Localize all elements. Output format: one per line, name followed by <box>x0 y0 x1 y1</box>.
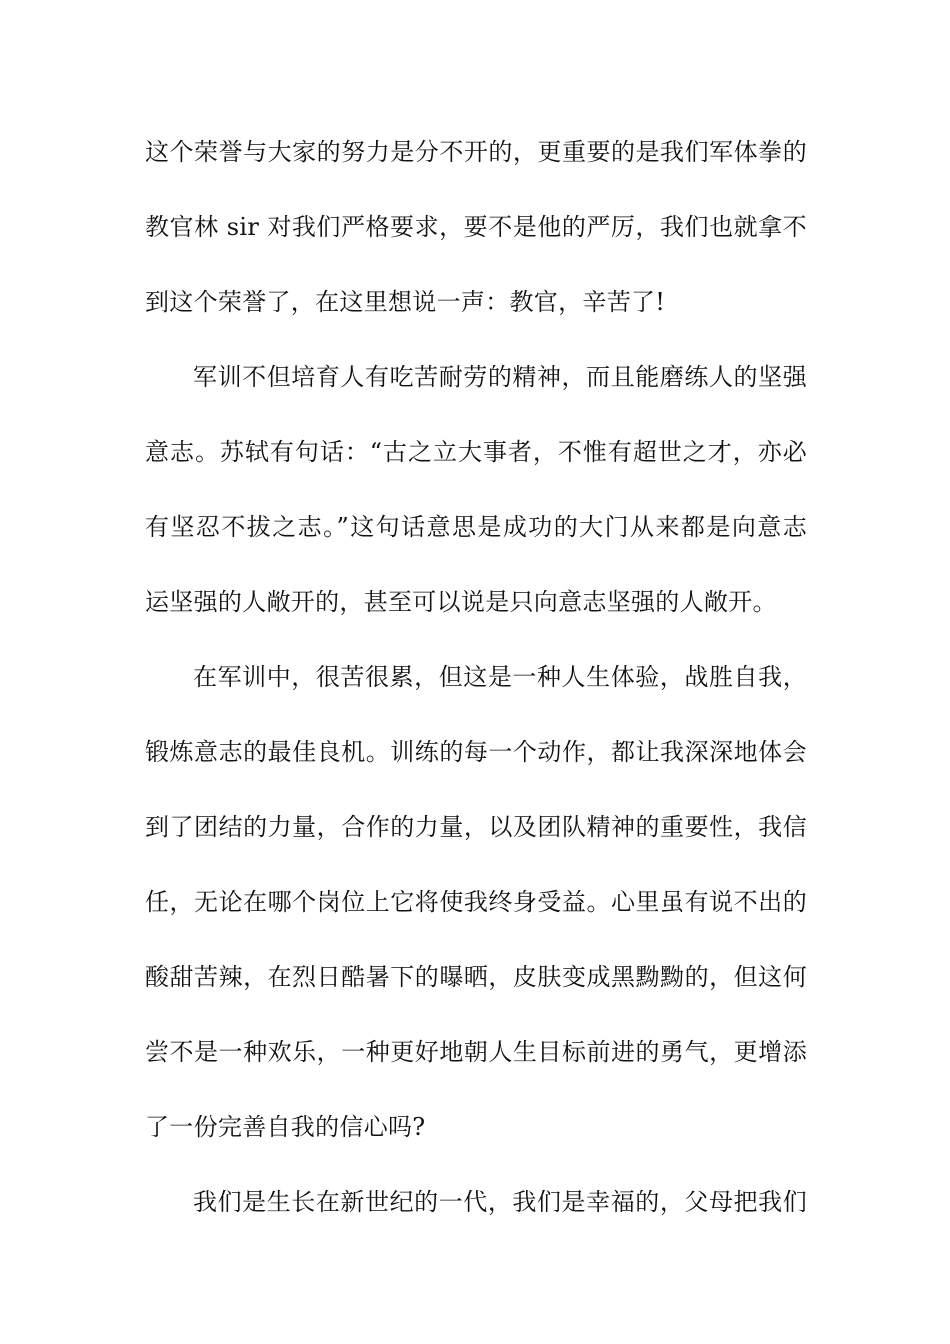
text-line: 酸甜苦辣，在烈日酷暑下的曝晒，皮肤变成黑黝黝的，但这何 <box>145 963 807 991</box>
text-line: 到了团结的力量，合作的力量，以及团队精神的重要性，我信 <box>145 813 807 841</box>
paragraph-start-line: 我们是生长在新世纪的一代，我们是幸福的，父母把我们 <box>193 1188 807 1216</box>
text-line: 了一份完善自我的信心吗? <box>145 1113 426 1141</box>
text-line: 有坚忍不拔之志。”这句话意思是成功的大门从来都是向意志 <box>145 513 807 541</box>
paragraph-start-line: 在军训中，很苦很累，但这是一种人生体验，战胜自我， <box>193 663 807 691</box>
text-line: 到这个荣誉了，在这里想说一声：教官，辛苦了! <box>145 288 666 316</box>
text-line: 教官林 sir 对我们严格要求，要不是他的严厉，我们也就拿不 <box>145 213 807 241</box>
text-line: 锻炼意志的最佳良机。训练的每一个动作，都让我深深地体会 <box>145 738 807 766</box>
text-line: 意志。苏轼有句话：“古之立大事者，不惟有超世之才，亦必 <box>145 438 807 466</box>
text-line: 运坚强的人敞开的，甚至可以说是只向意志坚强的人敞开。 <box>145 588 777 616</box>
text-line: 这个荣誉与大家的努力是分不开的，更重要的是我们军体拳的 <box>145 138 807 166</box>
paragraph-start-line: 军训不但培育人有吃苦耐劳的精神，而且能磨练人的坚强 <box>193 363 807 391</box>
document-body <box>145 128 807 1253</box>
text-line: 任，无论在哪个岗位上它将使我终身受益。心里虽有说不出的 <box>145 888 807 916</box>
text-line: 尝不是一种欢乐，一种更好地朝人生目标前进的勇气，更增添 <box>145 1038 807 1066</box>
